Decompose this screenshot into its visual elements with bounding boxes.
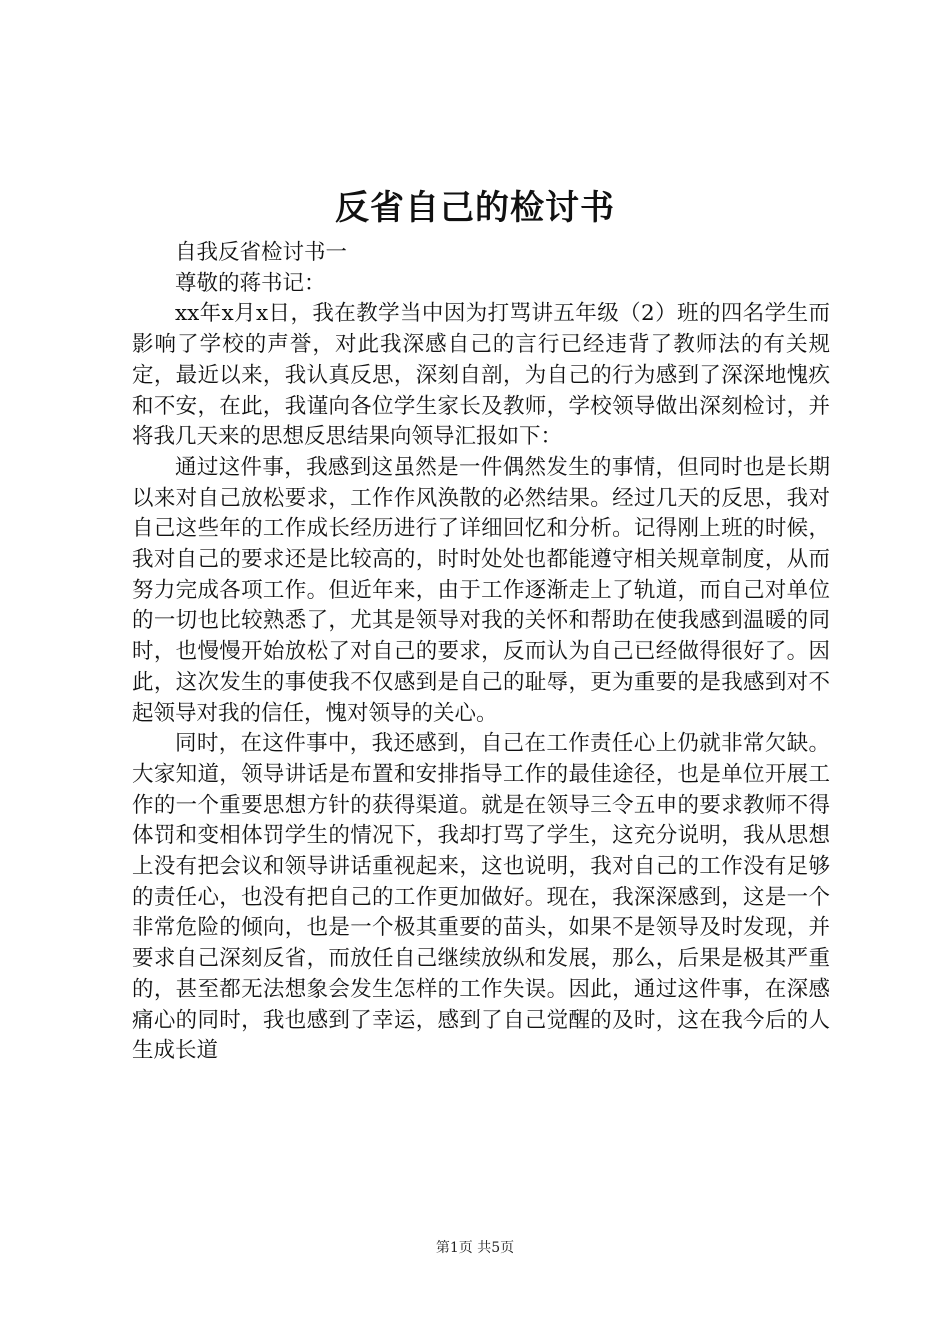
- body-paragraph-2: 通过这件事，我感到这虽然是一件偶然发生的事情，但同时也是长期以来对自己放松要求，工作作风涣散的必然结果。经过几天的反思，我对自己这些年的工作成长经历进行了详细回忆和分析。记得刚上班的时候，我对自己的要求还是比较高的，时时处处也都能遵守相关规章制度，从而努力完成各项工作。但近年来，由于工作逐渐走上了轨道，而自己对单位的一切也比较熟悉了，尤其是领导对我的关怀和帮助在使我感到温暖的同时，也慢慢开始放松了对自己的要求，反而认为自己已经做得很好了。因此，这次发生的事使我不仅感到是自己的耻辱，更为重要的是我感到对不起领导对我的信任，愧对领导的关心。: [132, 454, 830, 726]
- section-heading: 自我反省检讨书一: [175, 240, 348, 265]
- body-paragraph-3: 同时，在这件事中，我还感到，自己在工作责任心上仍就非常欠缺。大家知道，领导讲话是布置和安排指导工作的最佳途径，也是单位开展工作的一个重要思想方针的获得渠道。就是在领导三令五申的要求教师不得体罚和变相体罚学生的情况下，我却打骂了学生，这充分说明，我从思想上没有把会议和领导讲话重视起来，这也说明，我对自己的工作没有足够的责任心，也没有把自己的工作更加做好。现在，我深深感到，这是一个非常危险的倾向，也是一个极其重要的苗头，如果不是领导及时发现，并要求自己深刻反省，而放任自己继续放纵和发展，那么，后果是极其严重的，甚至都无法想象会发生怎样的工作失误。因此，通过这件事，在深感痛心的同时，我也感到了幸运，感到了自己觉醒的及时，这在我今后的人生成长道: [132, 731, 830, 1064]
- document-body: [132, 238, 830, 1067]
- body-paragraph-1: xx年x月x日，我在教学当中因为打骂讲五年级（2）班的四名学生而影响了学校的声誉，对此我深感自己的言行已经违背了教师法的有关规定，最近以来，我认真反思，深刻自剖，为自己的行为感到了深深地愧疚和不安，在此，我谨向各位学生家长及教师，学校领导做出深刻检讨，并将我几天来的思想反思结果向领导汇报如下：: [132, 301, 830, 450]
- document-title: 反省自己的检讨书: [335, 188, 615, 228]
- salutation: 尊敬的蒋书记：: [175, 270, 326, 296]
- page-number-footer: 第1页 共5页: [435, 1240, 515, 1256]
